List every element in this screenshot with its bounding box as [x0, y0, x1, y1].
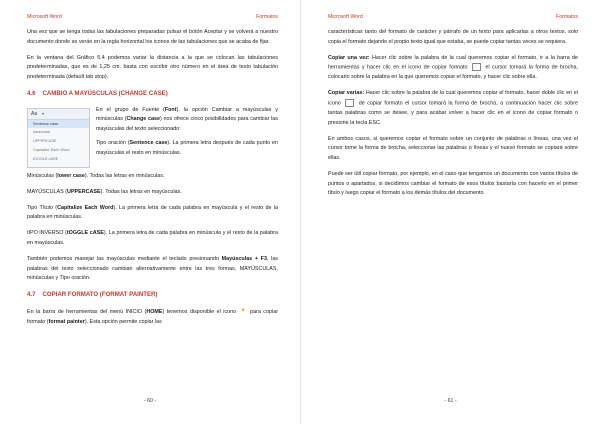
header-section: Formatos	[256, 14, 278, 20]
menu-item-capitalize: Capitalize Each Word	[33, 147, 70, 152]
page-header	[328, 14, 578, 24]
page-number: - 61 -	[444, 398, 457, 404]
paragraph: Copiar una vez: Hacer clic sobre la palabra de la cual queremos copiar el formato, ir a la barra de herramientas y hacer clic en el icono de copiar formato el cursor tomará la forma de brocha, colocarlo sobre la palabra en la que queremos copiar el formato, y hacer clic sobre ella.	[328, 54, 578, 81]
header-app-name: Microsoft Word	[27, 14, 62, 20]
paragraph: Minúsculas (lower case). Todas las letras en minúsculas.	[27, 172, 165, 179]
paragraph: MAYÚSCULAS (UPPERCASE). Todas las letras en mayúsculas.	[27, 188, 182, 195]
paragraph: características tanto del formato de carácter y párrafo de un texto para aplicarlas a otros textos, solo copia el formato dejando el propio texto igual que estaba, se puede copiar tantas veces se requiera.	[328, 29, 578, 45]
change-case-block	[27, 106, 278, 170]
page-body	[27, 28, 278, 334]
paragraph: También podemos manejar las mayúsculas mediante el teclado presionando Mayúsculas + F3, las palabras del texto seleccionado cambian alternativamente entre las tres formas, MAYÚSCULAS, minúsculas y Tipo oración.	[27, 256, 279, 282]
paragraph: Puede ser útil copiar formato, por ejemplo, en el caso que tengamos un documento con varios títulos de puntos o apartados, si decidimos cambiar el formato de esos títulos bastaría con hacerlo en el primer título y luego copiar el formato a los demás títulos del documento.	[328, 170, 578, 197]
change-case-menu-image	[27, 108, 90, 168]
section-heading-4-7	[27, 290, 278, 300]
paragraph: En el grupo de Fuente (Font), la opción Cambiar a mayúsculas y minúsculas (Change case) nos ofrece cinco posibilidades para cambiar las mayúsculas del texto seleccionado:	[96, 106, 278, 132]
menu-item-uppercase: UPPERCASE	[33, 139, 57, 144]
paragraph: Tipo Título (Capitalize Each Word). La primera letra de cada palabra en mayúscula y el resto de la palabra en minúsculas.	[27, 204, 279, 221]
section-heading-4-6	[27, 89, 278, 99]
menu-item-toggle-case: tOGGLE cASE	[33, 156, 59, 161]
header-section: Formatos	[556, 14, 578, 20]
change-case-icon: Aa	[31, 110, 38, 117]
menu-item-lowercase: lowercase	[33, 130, 51, 135]
heading-number: 4.7	[27, 291, 36, 299]
change-case-button	[28, 109, 89, 120]
page-number: - 60 -	[143, 398, 157, 404]
paragraph: Una vez que se tenga todas las tabulaciones preparadas pulsar el botón Aceptar y se volverá a nuestro documento donde se verán en la regla horizontal los iconos de las tabulaciones que se acaba de fijar.	[27, 29, 278, 45]
menu-item-sentence-case: Sentence case.	[28, 120, 89, 129]
page-header	[27, 14, 278, 24]
paragraph: En ambos casos, si queremos copiar el formato sobre un conjunto de palabras o líneas, una vez el cursor tome la forma de brocha, seleccionar las palabras o líneas y el nuevo formato se copiará sobre ellas.	[328, 135, 578, 161]
paragraph: tIPO iNVERSO (tOGGLE cASE). La primera letra de cada palabra en minúscula y el resto de la palabra en mayúsculas.	[27, 230, 279, 247]
page-61	[300, 0, 600, 424]
paragraph: Tipo oración (Sentence case). La primera letra después de cada punto en mayúsculas el resto en minúsculas.	[96, 140, 278, 156]
chevron-down-icon: ▾	[42, 110, 45, 116]
paragraph: En la barra de herramientas del menú INICIO (HOME) tenemos disponible el icono ✦ para copiar formato (format painter). Esta opción permite copiar las	[27, 308, 278, 325]
format-painter-icon	[472, 63, 481, 71]
paragraph: En la ventana del Gráfico 5.4 podemos variar la distancia a la que se colocan las tabulaciones predeterminadas, que es de 1,25 cm. basta con escribir otro número en el área de texto tabulación predeterminada (default tab stop).	[27, 54, 278, 80]
header-app-name: Microsoft Word	[328, 14, 363, 20]
page-body	[328, 28, 578, 205]
heading-title: CAMBIO A MAYÚSCULAS (CHANGE CASE)	[42, 89, 168, 97]
heading-number: 4.6	[27, 89, 36, 97]
format-painter-icon	[345, 99, 354, 107]
heading-title: COPIAR FORMATO (FORMAT PAINTER)	[42, 291, 158, 299]
format-painter-icon: ✦	[240, 308, 246, 314]
paragraph: Copiar varias: Hacer clic sobre la palabra de la cual queremos copiar el formato, hacer doble clic en el icono de copiar formato el cursor tomará la forma de brocha, a continuación hacer clic sobre tantas palabras como se desee, y para acabar volver a hacer clic en el icono de copiar formato o presione la tecla ESC.	[328, 90, 579, 126]
